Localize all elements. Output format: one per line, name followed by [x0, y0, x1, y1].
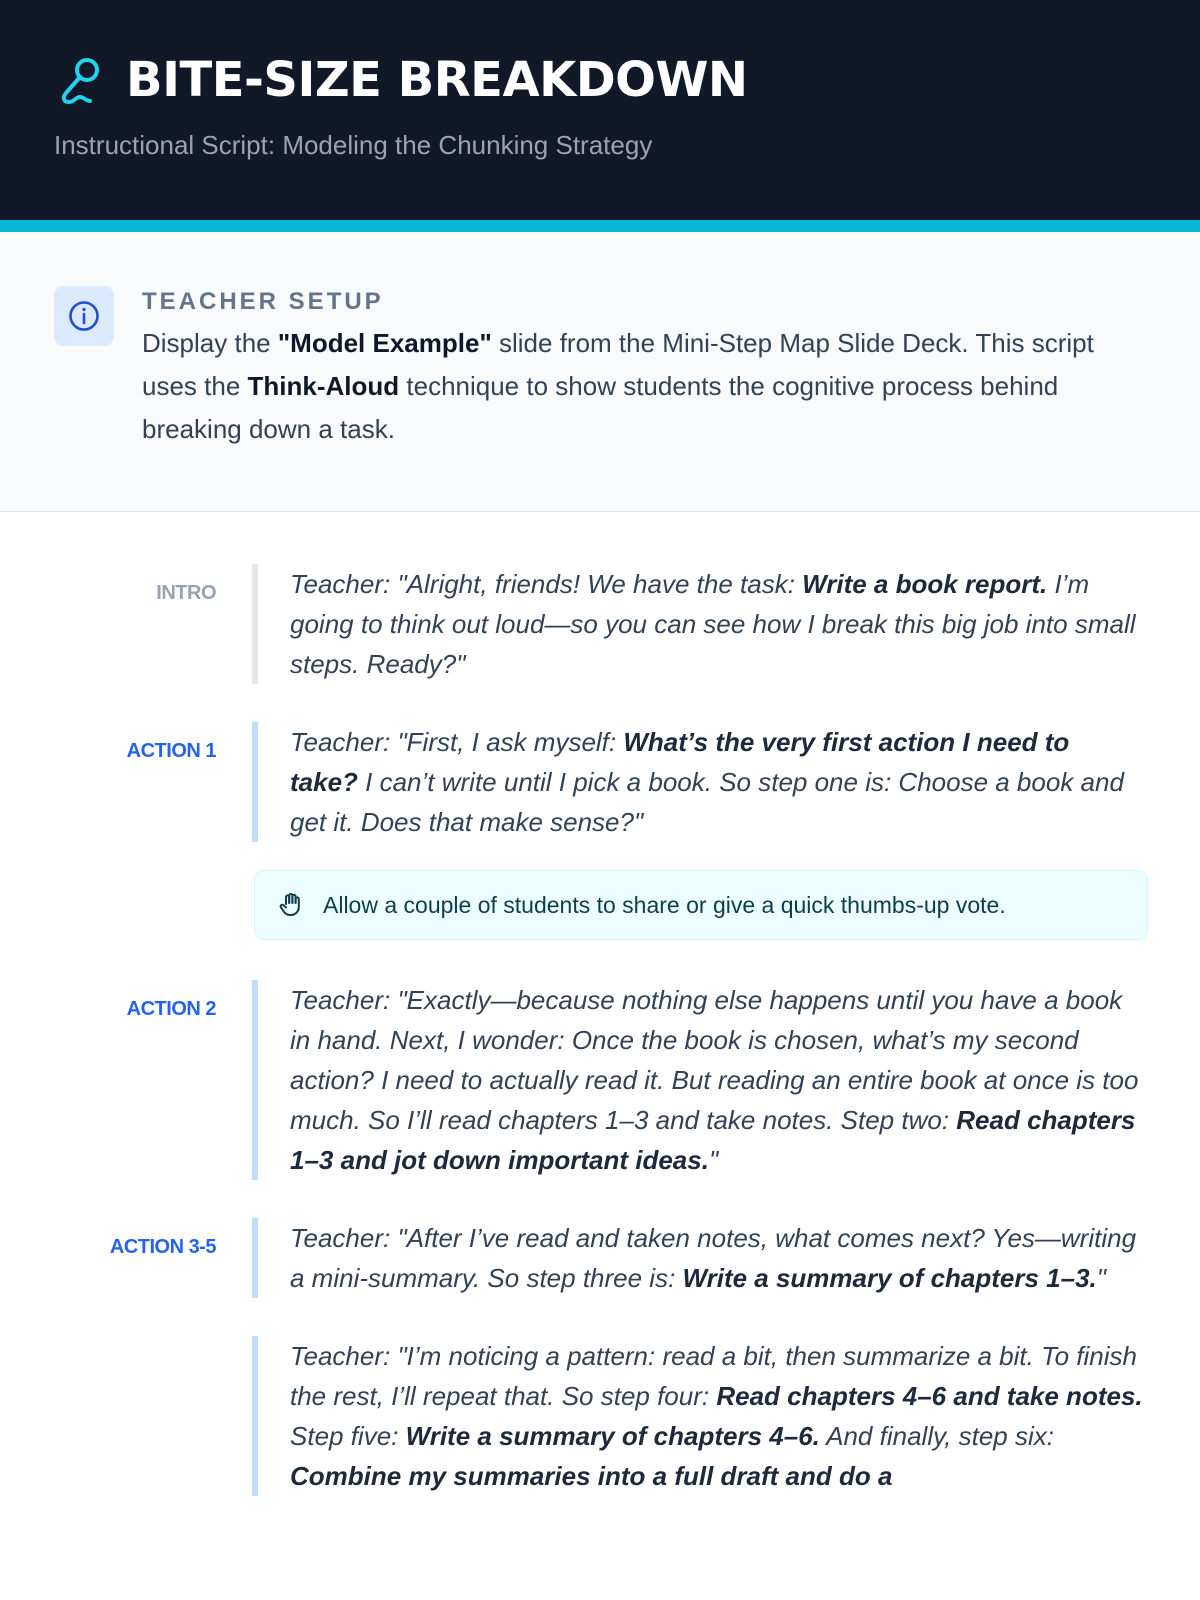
script-row-action-3-5: [0, 1218, 1200, 1298]
teacher-setup-panel: [0, 232, 1200, 512]
raised-hand-icon: [277, 891, 305, 919]
cue-label: ACTION 3-5: [109, 1236, 216, 1258]
setup-label: TEACHER SETUP: [142, 288, 384, 315]
script-row-action-1: [0, 722, 1200, 842]
cue-label: ACTION 2: [126, 998, 216, 1020]
note-text: Allow a couple of students to share or give a quick thumbs-up vote.: [323, 891, 1006, 918]
script-line: Teacher: "Alright, friends! We have the task: Write a book report. I’m going to think out loud—so you can see how I break this big job into small steps. Ready?": [252, 564, 1144, 684]
setup-text: Display the "Model Example" slide from the Mini-Step Map Slide Deck. This script uses the Think-Aloud technique to show students the cognitive process behind breaking down a task.: [142, 328, 1094, 444]
script-row-intro: [0, 564, 1200, 684]
script-row-pattern: [0, 1336, 1200, 1496]
cue-label: ACTION 1: [126, 740, 216, 762]
page-subtitle: Instructional Script: Modeling the Chunking Strategy: [54, 130, 653, 160]
script-line: Teacher: "After I’ve read and taken notes, what comes next? Yes—writing a mini-summary. So step three is: Write a summary of chapters 1–3.": [252, 1218, 1144, 1298]
script-line: Teacher: "First, I ask myself: What’s the very first action I need to take? I can’t write until I pick a book. So step one is: Choose a book and get it. Does that make sense?": [252, 722, 1144, 842]
cue-label: INTRO: [156, 582, 216, 604]
page-title: BITE-SIZE BREAKDOWN: [126, 52, 748, 108]
script-row-action-2: [0, 980, 1200, 1180]
script-line: Teacher: "Exactly—because nothing else happens until you have a book in hand. Next, I wonder: Once the book is chosen, what’s my second action? I need to actually read it. But reading an entire book at once is too much. So I’ll read chapters 1–3 and take notes. Step two: Read chapters 1–3 and jot down important ideas.": [252, 980, 1144, 1180]
cue-label-empty: [0, 1336, 216, 1496]
accent-bar: [0, 220, 1200, 232]
info-icon: [54, 286, 114, 346]
script-line: Teacher: "I’m noticing a pattern: read a bit, then summarize a bit. To finish the rest, I’ll repeat that. So step four: Read chapters 4–6 and take notes. Step five: Write a summary of chapters 4–6. And finally, step six: Combine my summaries into a full draft and do a: [252, 1336, 1144, 1496]
teacher-note: [254, 870, 1148, 940]
page-header: [0, 0, 1200, 220]
script-body: [0, 512, 1200, 1496]
microphone-icon: [54, 55, 104, 105]
